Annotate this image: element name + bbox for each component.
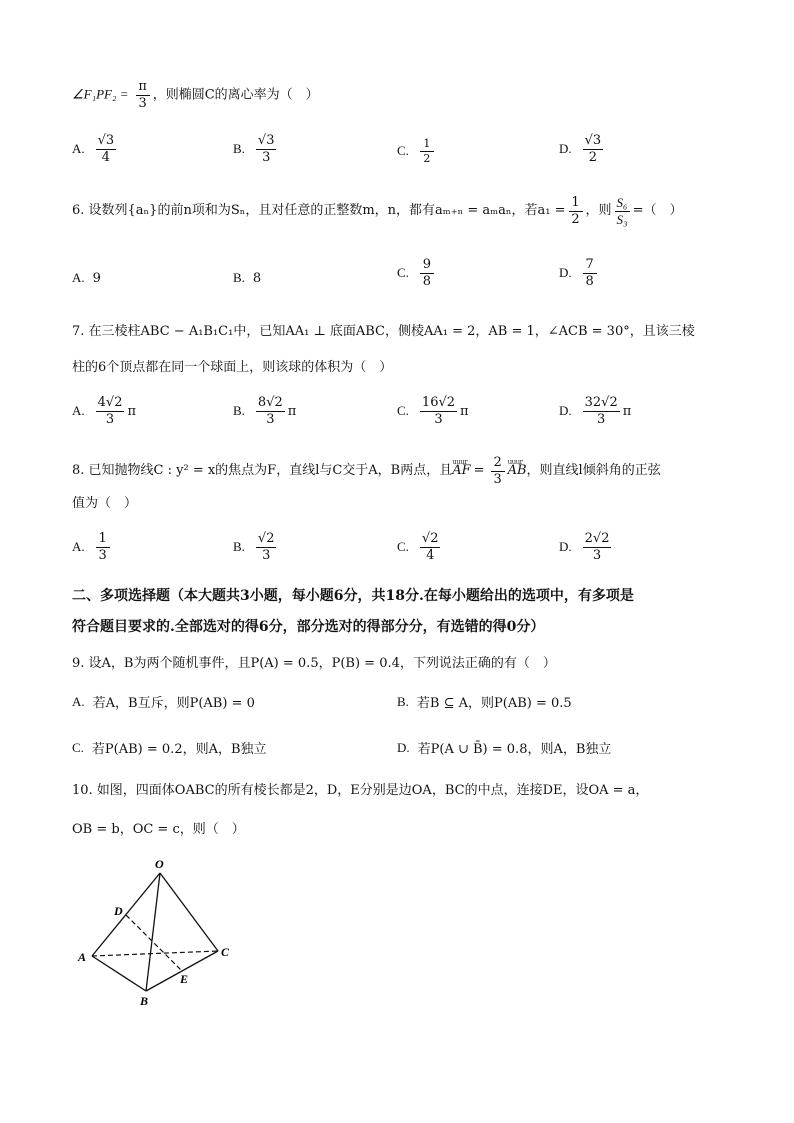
- tetrahedron-figure: [72, 855, 242, 1010]
- label-d: D: [114, 904, 123, 918]
- q9-option-a[interactable]: A. 若A，B互斥，则P(AB) = 0: [72, 693, 255, 711]
- q6-stem: 6. 设数列{aₙ}的前n项和为Sₙ，且对任意的正整数m，n，都有aₘ₊ₙ = aₘaₙ，若a₁ = $\frac{1}{2}$ ，则 $\frac{\text{S₆}}{\text{S₃}}$ =（ ）: [72, 195, 683, 227]
- q6-option-a[interactable]: A. 9: [72, 270, 101, 286]
- label-o: O: [155, 857, 164, 871]
- q8-option-d[interactable]: D. $\frac{2√2}{3}$: [559, 531, 610, 563]
- vector-af: uuur AF: [452, 461, 470, 481]
- q6-option-c[interactable]: C. $\frac{9}{8}$: [397, 258, 437, 288]
- q5-option-d[interactable]: D. $\frac{√3}{2}$: [559, 133, 602, 165]
- q7-option-a[interactable]: A. $\frac{4√2}{3}$ π: [72, 395, 137, 427]
- q5-option-c[interactable]: C. $\frac{1}{2}$: [397, 138, 437, 164]
- q10-stem-line2: OB = b，OC = c，则（ ）: [72, 822, 245, 837]
- section2-heading-line2: 符合题目要求的.全部选对的得6分，部分选对的得部分分，有选错的得0分）: [72, 619, 545, 635]
- q5-stem-tail: [72, 80, 319, 110]
- q9-option-d[interactable]: D. 若P(A ∪ B̄) = 0.8，则A，B独立: [397, 739, 612, 757]
- q8-option-a[interactable]: A. $\frac{1}{3}$: [72, 532, 113, 562]
- q6-option-b[interactable]: B. 8: [233, 270, 262, 286]
- q5-option-b[interactable]: B. $\frac{√3}{3}$: [233, 133, 275, 165]
- q7-option-d[interactable]: D. $\frac{32√2}{3}$ π: [559, 395, 632, 427]
- q8-option-c[interactable]: C. $\frac{√2}{4}$: [397, 531, 439, 563]
- label-c: C: [221, 945, 230, 959]
- q5-angle-expr: ∠F₁PF₂ =: [72, 86, 129, 102]
- q8-stem-line2: 值为（ ）: [72, 496, 138, 511]
- q9-option-b[interactable]: B. 若B ⊆ A，则P(AB) = 0.5: [397, 693, 572, 711]
- q9-option-c[interactable]: C. 若P(AB) = 0.2，则A，B独立: [72, 739, 267, 757]
- edge-ob: [146, 873, 160, 991]
- label-e: E: [180, 972, 189, 986]
- edge-ab: [92, 956, 146, 991]
- q7-option-b[interactable]: B. $\frac{8√2}{3}$ π: [233, 395, 297, 427]
- label-a: A: [78, 950, 87, 964]
- q10-stem-line1: 10. 如图，四面体OABC的所有棱长都是2，D，E分别是边OA，BC的中点，连接DE，设OA = a，: [72, 783, 649, 798]
- q8-option-b[interactable]: B. $\frac{√2}{3}$: [233, 531, 275, 563]
- q5-angle-fraction: $\frac{\pi}{3}$: [136, 80, 150, 110]
- vector-ab: uuur AB: [508, 461, 527, 481]
- q5-option-a[interactable]: A. $\frac{√3}{4}$: [72, 133, 115, 165]
- q5-question-text: ，则椭圆C的离心率为（ ）: [152, 87, 319, 103]
- q9-stem: 9. 设A，B为两个随机事件，且P(A) = 0.5，P(B) = 0.4，下列说法正确的有（ ）: [72, 656, 556, 671]
- label-b: B: [140, 994, 149, 1008]
- q7-stem-line1: 7. 在三棱柱ABC − A₁B₁C₁中，已知AA₁ ⊥ 底面ABC，侧棱AA₁ = 2，AB = 1，∠ACB = 30°，且该三棱: [72, 324, 695, 339]
- q7-stem-line2: 柱的6个顶点都在同一个球面上，则该球的体积为（ ）: [72, 360, 393, 375]
- q7-option-c[interactable]: C. $\frac{16√2}{3}$ π: [397, 395, 469, 427]
- q6-option-d[interactable]: D. $\frac{7}{8}$: [559, 258, 600, 288]
- edge-ac-hidden: [92, 951, 218, 956]
- section2-heading-line1: 二、多项选择题（本大题共3小题，每小题6分，共18分.在每小题给出的选项中，有多项是: [72, 588, 634, 604]
- edge-oa: [92, 873, 160, 956]
- edge-oc: [160, 873, 218, 951]
- q8-stem-line1: 8. 已知抛物线C : y² = x的焦点为F，直线l与C交于A，B两点，且 uuur AF = $\frac{2}{3}$ uuur AB ，则直线l倾斜角的正弦: [72, 456, 661, 486]
